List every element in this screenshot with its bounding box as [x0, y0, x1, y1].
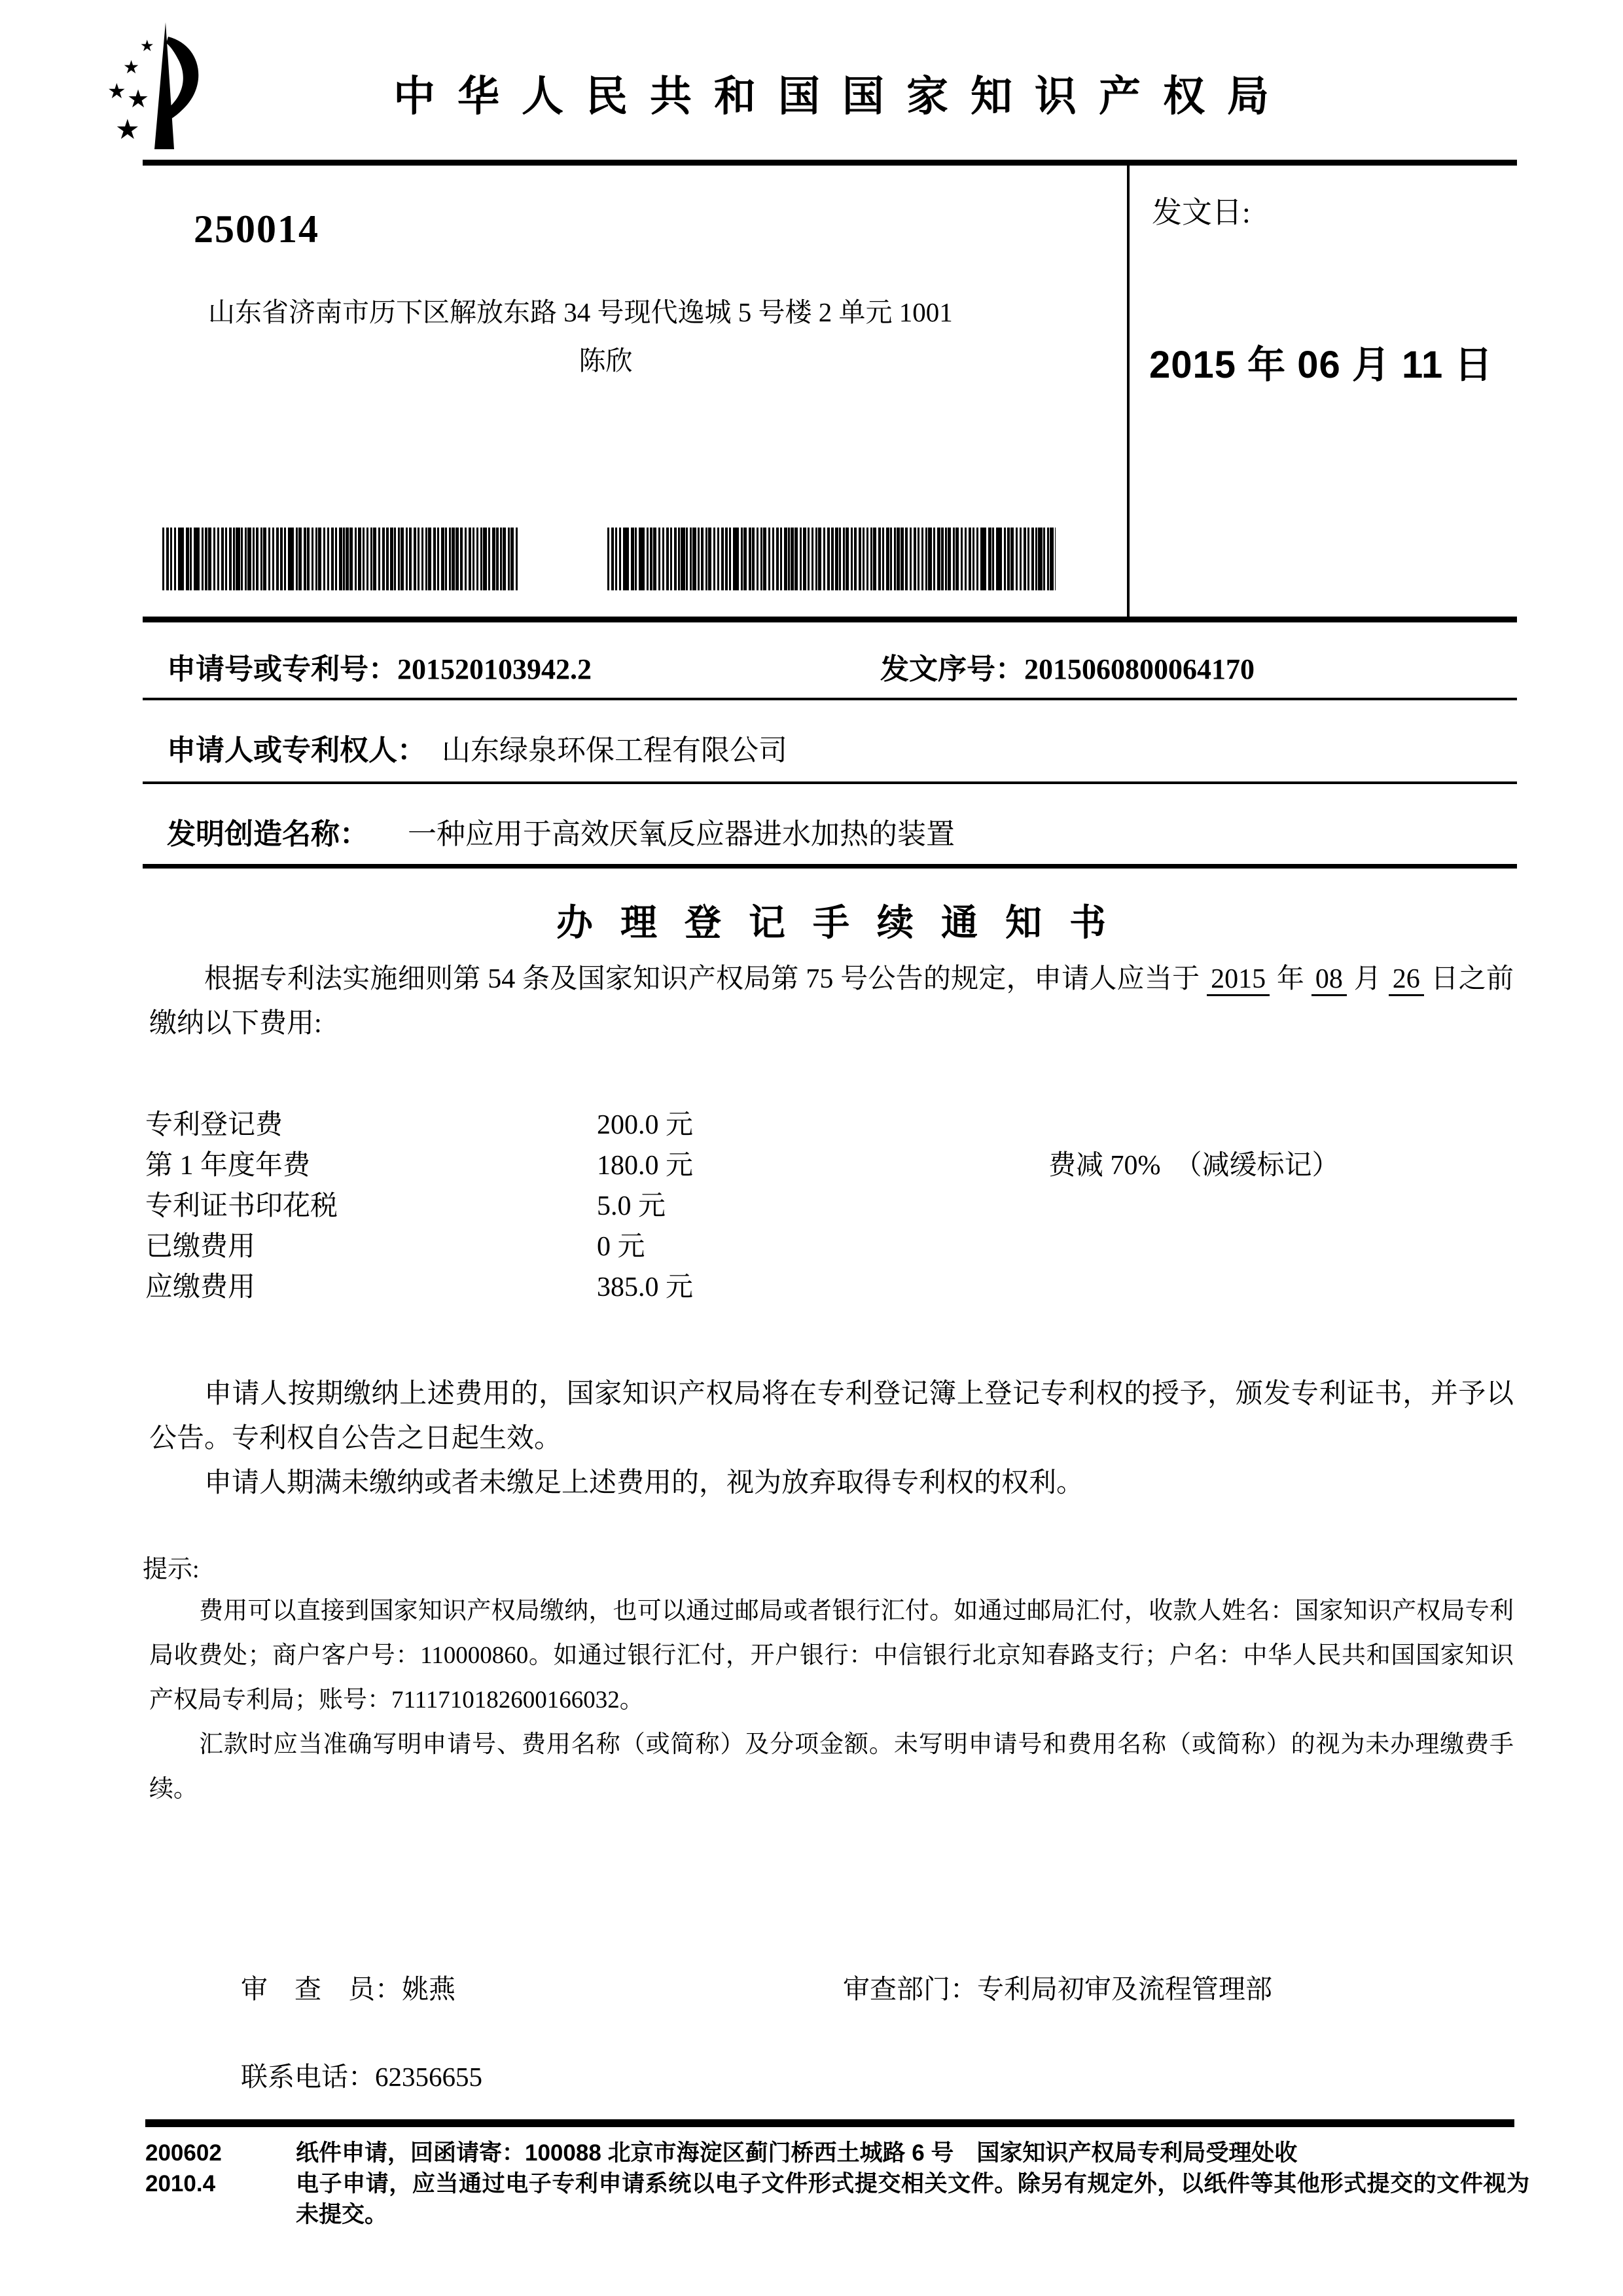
intro-paragraph: [149, 957, 1514, 1046]
recipient-postcode: 250014: [194, 207, 319, 251]
body-paragraphs: [149, 1372, 1514, 1505]
dispatch-date-value: 2015 年 06 月 11 日: [1149, 344, 1493, 386]
invention-title-value: 一种应用于高效厌氧反应器进水加热的装置: [408, 818, 955, 850]
fee-remark: 费减 70% （减缓标记）: [1048, 1151, 1340, 1181]
dispatch-number-value: 2015060800064170: [1024, 653, 1255, 685]
star-icon: ★: [123, 56, 140, 78]
dispatch-date-label: 发文日:: [1152, 196, 1251, 229]
recipient-name: 陈欣: [579, 346, 633, 376]
phone-number: 62356655: [375, 2062, 482, 2092]
fee-label: 第 1 年度年费: [145, 1151, 311, 1181]
footer-paper-line: 纸件申请，回函请寄：100088 北京市海淀区蓟门桥西土城路 6 号 国家知识产权局专利局受理处收: [296, 2140, 1298, 2166]
contact-phone-field: [241, 2055, 482, 2094]
examiner-field: [241, 1967, 455, 2006]
fee-amount: 385.0 元: [597, 1272, 694, 1302]
application-number-field: [167, 645, 592, 687]
fee-row: [145, 1105, 1493, 1145]
grant-paragraph: 申请人按期缴纳上述费用的，国家知识产权局将在专利登记簿上登记专利权的授予，颁发专利证书，并予以公告。专利权自公告之日起生效。: [149, 1379, 1514, 1454]
dispatch-number-field: [880, 645, 1255, 687]
star-icon: ★: [107, 79, 126, 103]
fee-label: 已缴费用: [145, 1232, 256, 1262]
star-icon: ★: [127, 84, 150, 113]
application-number-label: 申请号或专利号：: [167, 653, 397, 685]
section-divider: [143, 617, 1517, 622]
fee-amount: 180.0 元: [597, 1151, 694, 1181]
dispatch-number-label: 发文序号：: [880, 653, 1024, 685]
fee-amount: 200.0 元: [597, 1110, 694, 1140]
department-label: 审查部门：: [843, 1974, 977, 2004]
fee-table: [145, 1105, 1493, 1308]
intro-text-after: 日之前缴纳以下费用:: [149, 964, 1514, 1039]
applicant-field: [167, 726, 787, 768]
form-code: 200602: [145, 2140, 222, 2166]
star-icon: ★: [140, 37, 154, 55]
fee-row: [145, 1145, 1493, 1186]
tips-body: [149, 1589, 1514, 1812]
applicant-label: 申请人或专利权人：: [167, 734, 426, 766]
footer-divider: [145, 2119, 1514, 2127]
examiner-name: 姚燕: [402, 1974, 455, 2004]
form-code-block: [145, 2138, 222, 2199]
invention-title-field: [167, 810, 955, 852]
fee-remark: [1048, 1227, 1493, 1267]
invention-title-label: 发明创造名称：: [167, 818, 368, 850]
fee-row: [145, 1186, 1493, 1227]
applicant-value: 山东绿泉环保工程有限公司: [442, 734, 787, 766]
fee-remark: [1048, 1186, 1493, 1227]
month-unit: 月: [1346, 964, 1389, 994]
barcode: [162, 528, 519, 590]
fee-amount: 0 元: [597, 1232, 645, 1262]
tips-payment-paragraph: 费用可以直接到国家知识产权局缴纳，也可以通过邮局或者银行汇付。如通过邮局汇付，收款人姓名：国家知识产权局专利局收费处；商户客户号：110000860。如通过银行汇付，开户银行：中信银行北京知春路支行；户名：中华人民共和国国家知识产权局专利局；账号：7111710182600166032。: [149, 1598, 1514, 1713]
star-icon: ★: [115, 113, 140, 145]
fee-remark: [1048, 1105, 1493, 1145]
intro-text-before: 根据专利法实施细则第 54 条及国家知识产权局第 75 号公告的规定，申请人应当于: [204, 964, 1207, 994]
fee-amount: 5.0 元: [597, 1191, 666, 1221]
fee-label: 应缴费用: [145, 1272, 256, 1302]
tips-remittance-paragraph: 汇款时应当准确写明申请号、费用名称（或简称）及分项金额。未写明申请号和费用名称（或简称）的视为未办理缴费手续。: [149, 1731, 1514, 1803]
fee-remark: [1048, 1267, 1493, 1308]
section-divider: [143, 864, 1517, 869]
fee-row: [145, 1267, 1493, 1308]
footer-electronic-line: 电子申请，应当通过电子专利申请系统以电子文件形式提交相关文件。除另有规定外，以纸件等其他形式提交的文件视为未提交。: [296, 2171, 1529, 2227]
department-field: [843, 1967, 1272, 2006]
row-divider: [143, 781, 1517, 784]
year-unit: 年: [1270, 964, 1311, 994]
due-day: 26: [1389, 964, 1424, 996]
due-year: 2015: [1207, 964, 1270, 996]
notice-title: 办理登记手续通知书: [556, 903, 1133, 944]
footer-instructions: [296, 2138, 1529, 2230]
recipient-address: 山东省济南市历下区解放东路 34 号现代逸城 5 号楼 2 单元 1001: [208, 297, 953, 327]
phone-label: 联系电话：: [241, 2062, 375, 2092]
fee-label: 专利登记费: [145, 1110, 283, 1140]
fee-row: [145, 1227, 1493, 1267]
row-divider: [143, 698, 1517, 700]
forfeit-paragraph: 申请人期满未缴纳或者未缴足上述费用的，视为放弃取得专利权的权利。: [204, 1468, 1084, 1498]
department-name: 专利局初审及流程管理部: [977, 1974, 1272, 2004]
examiner-label: 审 查 员：: [241, 1974, 402, 2004]
barcode: [607, 528, 1056, 590]
tips-label: 提示:: [143, 1556, 200, 1583]
dispatch-box-divider: [1127, 166, 1130, 620]
header-divider: [143, 160, 1517, 166]
due-month: 08: [1311, 964, 1347, 996]
application-number-value: 201520103942.2: [397, 653, 592, 685]
fee-label: 专利证书印花税: [145, 1191, 338, 1221]
agency-title: 中华人民共和国国家知识产权局: [393, 73, 1291, 120]
form-version: 2010.4: [145, 2171, 216, 2197]
